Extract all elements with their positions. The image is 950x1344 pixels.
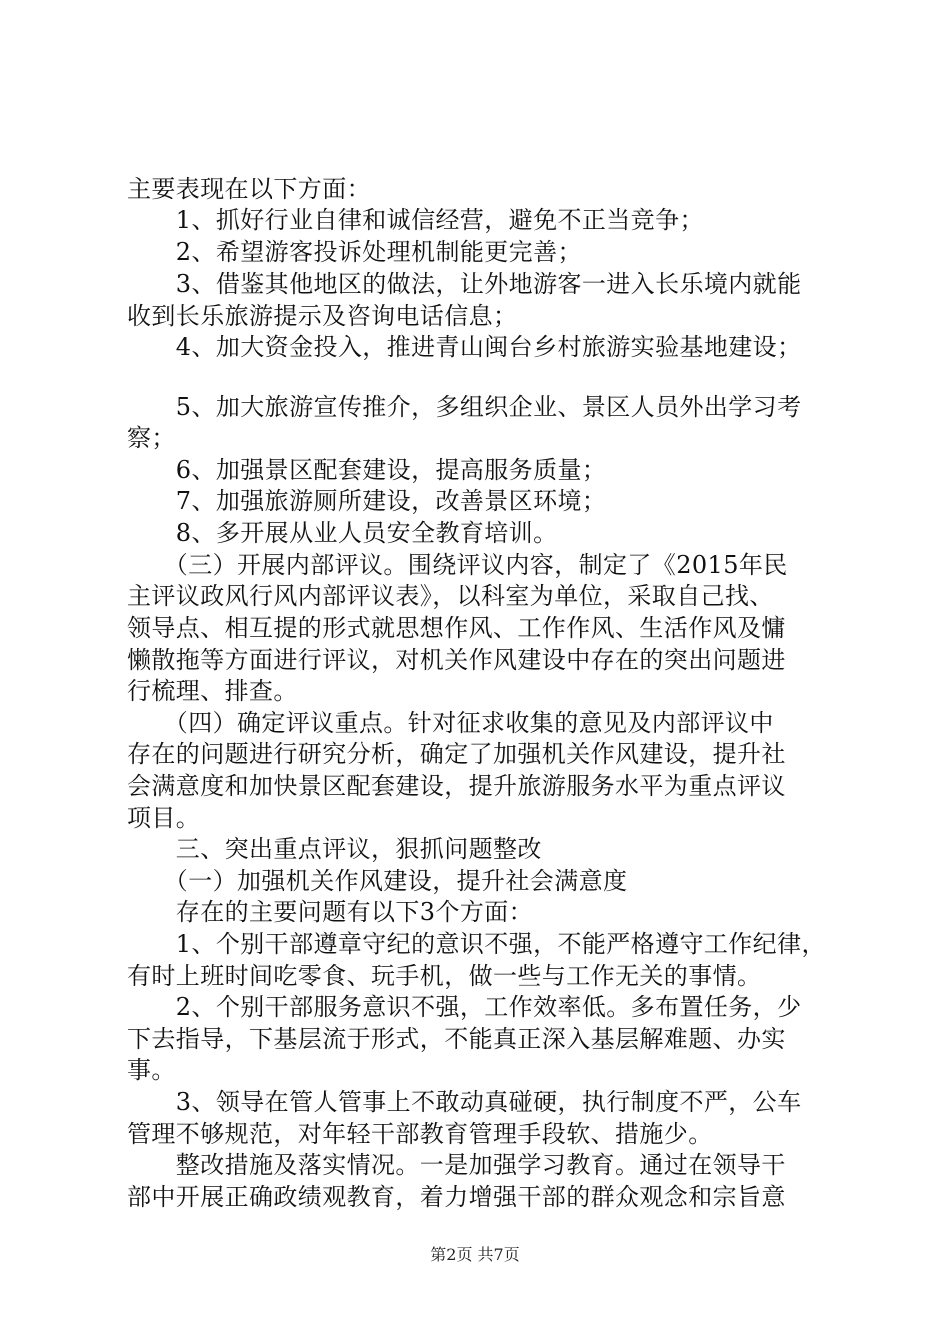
text-line: 收到长乐旅游提示及咨询电话信息；: [127, 302, 518, 330]
text-line: 主要表现在以下方面：: [127, 175, 371, 203]
text-line: 察；: [127, 424, 176, 452]
text-line: 主评议政风行风内部评议表》，以科室为单位，采取自己找、: [127, 582, 774, 610]
text-line: 有时上班时间吃零食、玩手机，做一些与工作无关的事情。: [127, 962, 762, 990]
text-line: 4、加大资金投入，推进青山闽台乡村旅游实验基地建设；: [127, 333, 802, 361]
text-line: 7、加强旅游厕所建设，改善景区环境；: [127, 487, 607, 515]
text-line: 1、个别干部遵章守纪的意识不强，不能严格遵守工作纪律，: [127, 930, 826, 958]
text-line: 存在的主要问题有以下3个方面：: [127, 898, 534, 926]
text-line: 会满意度和加快景区配套建设，提升旅游服务水平为重点评议: [127, 772, 786, 800]
text-line: 存在的问题进行研究分析，确定了加强机关作风建设，提升社: [127, 740, 786, 768]
text-line: 行梳理、排查。: [127, 677, 298, 705]
text-line: （三）开展内部评议。围绕评议内容，制定了《2015年民: [127, 551, 788, 579]
text-line: （一）加强机关作风建设，提升社会满意度: [127, 867, 628, 895]
text-line: 2、个别干部服务意识不强，工作效率低。多布置任务，少: [127, 993, 802, 1021]
text-line: 3、借鉴其他地区的做法，让外地游客一进入长乐境内就能: [127, 270, 802, 298]
text-line: 整改措施及落实情况。一是加强学习教育。通过在领导干: [127, 1151, 786, 1179]
text-line: 6、加强景区配套建设，提高服务质量；: [127, 456, 607, 484]
text-line: 下去指导，下基层流于形式，不能真正深入基层解难题、办实: [127, 1025, 786, 1053]
text-line: 2、希望游客投诉处理机制能更完善；: [127, 238, 582, 266]
text-line: 5、加大旅游宣传推介，多组织企业、景区人员外出学习考: [127, 393, 802, 421]
text-line: 懒散拖等方面进行评议，对机关作风建设中存在的突出问题进: [127, 646, 786, 674]
page-footer: 第2页 共7页: [430, 1245, 520, 1264]
text-line: 1、抓好行业自律和诚信经营，避免不正当竞争；: [127, 206, 704, 234]
text-line: 事。: [127, 1056, 176, 1084]
text-line: 三、突出重点评议，狠抓问题整改: [127, 835, 542, 863]
text-line: 管理不够规范，对年轻干部教育管理手段软、措施少。: [127, 1120, 713, 1148]
text-line: （四）确定评议重点。针对征求收集的意见及内部评议中: [127, 709, 774, 737]
text-line: 部中开展正确政绩观教育，着力增强干部的群众观念和宗旨意: [127, 1183, 786, 1211]
text-line: 3、领导在管人管事上不敢动真碰硬，执行制度不严，公车: [127, 1088, 802, 1116]
text-line: 8、多开展从业人员安全教育培训。: [127, 519, 558, 547]
text-line: 项目。: [127, 804, 201, 832]
text-line: 领导点、相互提的形式就思想作风、工作作风、生活作风及慵: [127, 614, 786, 642]
